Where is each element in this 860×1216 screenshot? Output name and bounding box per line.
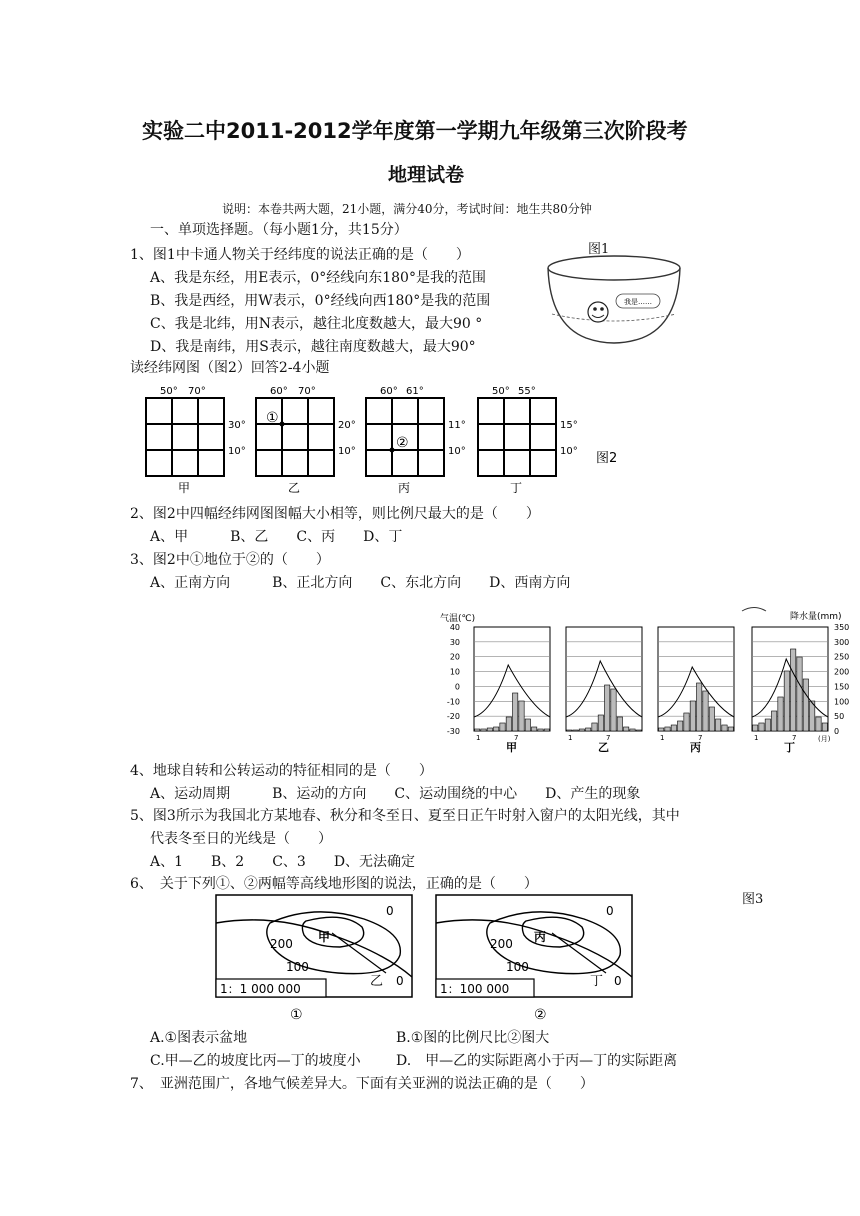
precip-bar bbox=[506, 717, 511, 731]
q1-option-a: A、我是东经，用E表示，0°经线向东180°是我的范围 bbox=[150, 270, 486, 286]
precip-bar bbox=[791, 649, 796, 731]
precip-bar bbox=[659, 728, 664, 731]
month-tick-label: 1 bbox=[754, 734, 759, 742]
q1-option-c: C、我是北纬，用N表示，越往北度数越大，最大90 ° bbox=[150, 316, 483, 332]
precip-bar bbox=[778, 697, 783, 731]
precip-bar bbox=[671, 725, 676, 731]
svg-text:乙: 乙 bbox=[370, 974, 384, 989]
question-1: 1、图1中卡通人物关于经纬度的说法正确的是（ ） bbox=[130, 247, 470, 263]
svg-text:甲: 甲 bbox=[318, 930, 331, 944]
precip-tick-label: 250 bbox=[834, 652, 850, 662]
precip-bar bbox=[573, 730, 578, 731]
precip-bar bbox=[592, 723, 597, 731]
point-2-marker: ② bbox=[396, 435, 409, 451]
point-1-marker: ① bbox=[266, 410, 279, 426]
month-tick-label: 7 bbox=[606, 734, 611, 742]
q5-options: A、1 B、2 C、3 D、无法确定 bbox=[150, 854, 416, 870]
precip-bar bbox=[772, 711, 777, 731]
precip-bar bbox=[690, 701, 695, 731]
temp-tick-label: 40 bbox=[449, 623, 460, 632]
precip-bar bbox=[624, 727, 629, 731]
precip-bar bbox=[532, 727, 537, 731]
figure-1-hemisphere bbox=[546, 254, 682, 348]
svg-text:10°: 10° bbox=[560, 446, 578, 457]
svg-text:丁: 丁 bbox=[510, 481, 523, 495]
svg-text:61°: 61° bbox=[406, 386, 424, 397]
precip-tick-label: 0 bbox=[834, 727, 840, 736]
precip-bar bbox=[617, 717, 622, 731]
precip-bar bbox=[579, 729, 584, 731]
precip-bar bbox=[494, 727, 499, 731]
question-7: 7、 亚洲范围广，各地气候差异大。下面有关亚洲的说法正确的是（ ） bbox=[130, 1076, 594, 1092]
precip-bar bbox=[684, 713, 689, 731]
precip-bar bbox=[678, 721, 683, 731]
temperature-curve bbox=[752, 659, 828, 717]
climate-panel-name: 甲 bbox=[506, 741, 517, 754]
question-2: 2、图2中四幅经纬网图图幅大小相等，则比例尺最大的是（ ） bbox=[130, 506, 540, 522]
precip-bar bbox=[519, 701, 524, 731]
precip-bar bbox=[487, 728, 492, 731]
question-5-cont: 代表冬至日的光线是（ ） bbox=[150, 831, 332, 847]
svg-text:60°: 60° bbox=[380, 386, 398, 397]
svg-text:55°: 55° bbox=[518, 386, 536, 397]
svg-text:50°: 50° bbox=[492, 386, 510, 397]
precip-bar bbox=[598, 715, 603, 731]
precip-tick-label: 350 bbox=[834, 623, 850, 632]
precip-tick-label: 50 bbox=[834, 712, 845, 722]
read-figure-2-instruction: 读经纬网图（图2）回答2-4小题 bbox=[130, 360, 330, 376]
precip-bar bbox=[475, 729, 480, 731]
figure-1-label: 图1 bbox=[588, 242, 610, 257]
figure-3-label: 图3 bbox=[742, 892, 764, 907]
figure-2-grids bbox=[130, 380, 650, 500]
svg-text:丙: 丙 bbox=[534, 930, 547, 944]
precip-bar bbox=[611, 689, 616, 731]
temp-tick-label: -20 bbox=[446, 712, 460, 722]
q6-option-c: C.甲—乙的坡度比丙—丁的坡度小 bbox=[150, 1053, 361, 1069]
figure-2-label: 图2 bbox=[596, 451, 618, 466]
precip-bar bbox=[500, 723, 505, 731]
q6-option-b: B.①图的比例尺比②图大 bbox=[396, 1030, 550, 1046]
precip-bar bbox=[765, 719, 770, 731]
question-4: 4、地球自转和公转运动的特征相同的是（ ） bbox=[130, 763, 433, 779]
svg-text:0: 0 bbox=[396, 974, 404, 988]
figure-1-bubble-text: 我是…… bbox=[624, 298, 652, 306]
contour-map-2 bbox=[436, 895, 632, 1023]
q2-options: A、甲 B、乙 C、丙 D、丁 bbox=[150, 529, 403, 545]
precip-bar bbox=[567, 730, 572, 731]
map-2-number: ② bbox=[534, 1007, 547, 1023]
precip-bar bbox=[665, 727, 670, 731]
svg-text:0: 0 bbox=[614, 974, 622, 988]
svg-text:100: 100 bbox=[506, 960, 529, 974]
temperature-curve bbox=[474, 665, 550, 717]
svg-text:20°: 20° bbox=[338, 420, 356, 431]
precip-bar bbox=[803, 679, 808, 731]
map-2-scale: 1：100 000 bbox=[440, 982, 510, 996]
month-tick-label: 1 bbox=[568, 734, 573, 742]
precip-bar bbox=[481, 729, 486, 731]
svg-text:15°: 15° bbox=[560, 420, 578, 431]
q1-option-b: B、我是西经，用W表示，0°经线向西180°是我的范围 bbox=[150, 293, 491, 309]
climate-panel-name: 乙 bbox=[598, 741, 609, 754]
svg-text:70°: 70° bbox=[298, 386, 316, 397]
svg-text:50°: 50° bbox=[160, 386, 178, 397]
precip-tick-label: 200 bbox=[834, 667, 850, 677]
svg-text:乙: 乙 bbox=[288, 481, 301, 495]
precip-bar bbox=[709, 707, 714, 731]
climate-panel bbox=[658, 627, 734, 754]
svg-text:0: 0 bbox=[386, 904, 394, 918]
temperature-curve bbox=[658, 667, 734, 717]
climate-panel-name: 丙 bbox=[690, 741, 701, 754]
question-3: 3、图2中①地位于②的（ ） bbox=[130, 552, 330, 568]
precip-bar bbox=[703, 691, 708, 731]
page-subtitle: 地理试卷 bbox=[388, 164, 465, 186]
precip-bar bbox=[722, 725, 727, 731]
page-title: 实验二中2011-2012学年度第一学期九年级第三次阶段考 bbox=[142, 119, 688, 143]
month-tick-label: 7 bbox=[698, 734, 703, 742]
month-unit-label: (月) bbox=[818, 735, 831, 743]
exam-note: 说明：本卷共两大题，21小题，满分40分，考试时间：地生共80分钟 bbox=[222, 202, 592, 216]
precip-bar bbox=[753, 725, 758, 731]
precip-bar bbox=[538, 729, 543, 731]
precip-bar bbox=[797, 657, 802, 731]
precip-bar bbox=[697, 683, 702, 731]
temp-tick-label: -30 bbox=[446, 727, 460, 736]
q6-option-d: D. 甲—乙的实际距离小于丙—丁的实际距离 bbox=[396, 1053, 678, 1069]
contour-map-1 bbox=[216, 895, 412, 1023]
precip-tick-label: 100 bbox=[834, 697, 850, 707]
temp-tick-label: 20 bbox=[449, 652, 460, 662]
map-1-scale: 1：1 000 000 bbox=[220, 982, 301, 996]
climate-panel bbox=[752, 627, 828, 754]
month-tick-label: 7 bbox=[514, 734, 519, 742]
grid-yi bbox=[256, 386, 356, 495]
precip-bar bbox=[513, 693, 518, 731]
q4-options: A、运动周期 B、运动的方向 C、运动围绕的中心 D、产生的现象 bbox=[150, 786, 641, 802]
climate-panel-name: 丁 bbox=[784, 741, 795, 754]
temperature-curve bbox=[566, 661, 642, 717]
svg-text:丙: 丙 bbox=[398, 481, 411, 495]
precipitation-axis-title: 降水量(mm) bbox=[790, 612, 842, 622]
svg-text:200: 200 bbox=[270, 937, 293, 951]
precip-bar bbox=[586, 728, 591, 731]
month-tick-label: 7 bbox=[792, 734, 797, 742]
svg-text:10°: 10° bbox=[448, 446, 466, 457]
svg-text:60°: 60° bbox=[270, 386, 288, 397]
q3-options: A、正南方向 B、正北方向 C、东北方向 D、西南方向 bbox=[150, 575, 571, 591]
temp-tick-label: 10 bbox=[449, 667, 460, 677]
month-tick-label: 1 bbox=[476, 734, 481, 742]
grid-jia bbox=[146, 386, 246, 495]
precip-bar bbox=[605, 685, 610, 731]
climate-charts bbox=[438, 605, 856, 755]
svg-text:11°: 11° bbox=[448, 420, 466, 431]
svg-text:丁: 丁 bbox=[590, 974, 604, 989]
precip-bar bbox=[759, 723, 764, 731]
contour-maps bbox=[214, 893, 636, 1023]
precip-tick-label: 300 bbox=[834, 637, 850, 647]
svg-text:100: 100 bbox=[286, 960, 309, 974]
svg-text:30°: 30° bbox=[228, 420, 246, 431]
precip-bar bbox=[822, 723, 827, 731]
q1-option-d: D、我是南纬，用S表示，越往南度数越大，最大90° bbox=[150, 339, 476, 355]
precip-bar bbox=[630, 729, 635, 731]
precip-bar bbox=[716, 719, 721, 731]
svg-text:甲: 甲 bbox=[178, 481, 191, 495]
svg-text:10°: 10° bbox=[228, 446, 246, 457]
grid-ding bbox=[478, 386, 578, 495]
temp-tick-label: 30 bbox=[449, 637, 460, 647]
svg-text:0: 0 bbox=[606, 904, 614, 918]
svg-text:70°: 70° bbox=[188, 386, 206, 397]
temp-tick-label: -10 bbox=[446, 697, 460, 707]
q6-option-a: A.①图表示盆地 bbox=[150, 1030, 248, 1046]
svg-text:200: 200 bbox=[490, 937, 513, 951]
climate-panel bbox=[474, 627, 550, 754]
precip-bar bbox=[728, 727, 733, 731]
svg-text:10°: 10° bbox=[338, 446, 356, 457]
section-heading: 一、单项选择题。（每小题1分，共15分） bbox=[150, 222, 408, 238]
temperature-axis-title: 气温(℃) bbox=[440, 614, 476, 624]
precip-bar bbox=[816, 717, 821, 731]
precip-bar bbox=[784, 671, 789, 731]
question-5: 5、图3所示为我国北方某地春、秋分和冬至日、夏至日正午时射入窗户的太阳光线，其中 bbox=[130, 808, 680, 824]
map-1-number: ① bbox=[290, 1007, 303, 1023]
precip-bar bbox=[525, 719, 530, 731]
temp-tick-label: 0 bbox=[454, 682, 460, 692]
month-tick-label: 1 bbox=[660, 734, 665, 742]
grid-bing bbox=[366, 386, 466, 495]
climate-panel bbox=[566, 627, 642, 754]
question-6: 6、 关于下列①、②两幅等高线地形图的说法，正确的是（ ） bbox=[130, 876, 538, 892]
precip-bar bbox=[544, 729, 549, 731]
precip-bar bbox=[636, 730, 641, 731]
precip-tick-label: 150 bbox=[834, 682, 850, 692]
